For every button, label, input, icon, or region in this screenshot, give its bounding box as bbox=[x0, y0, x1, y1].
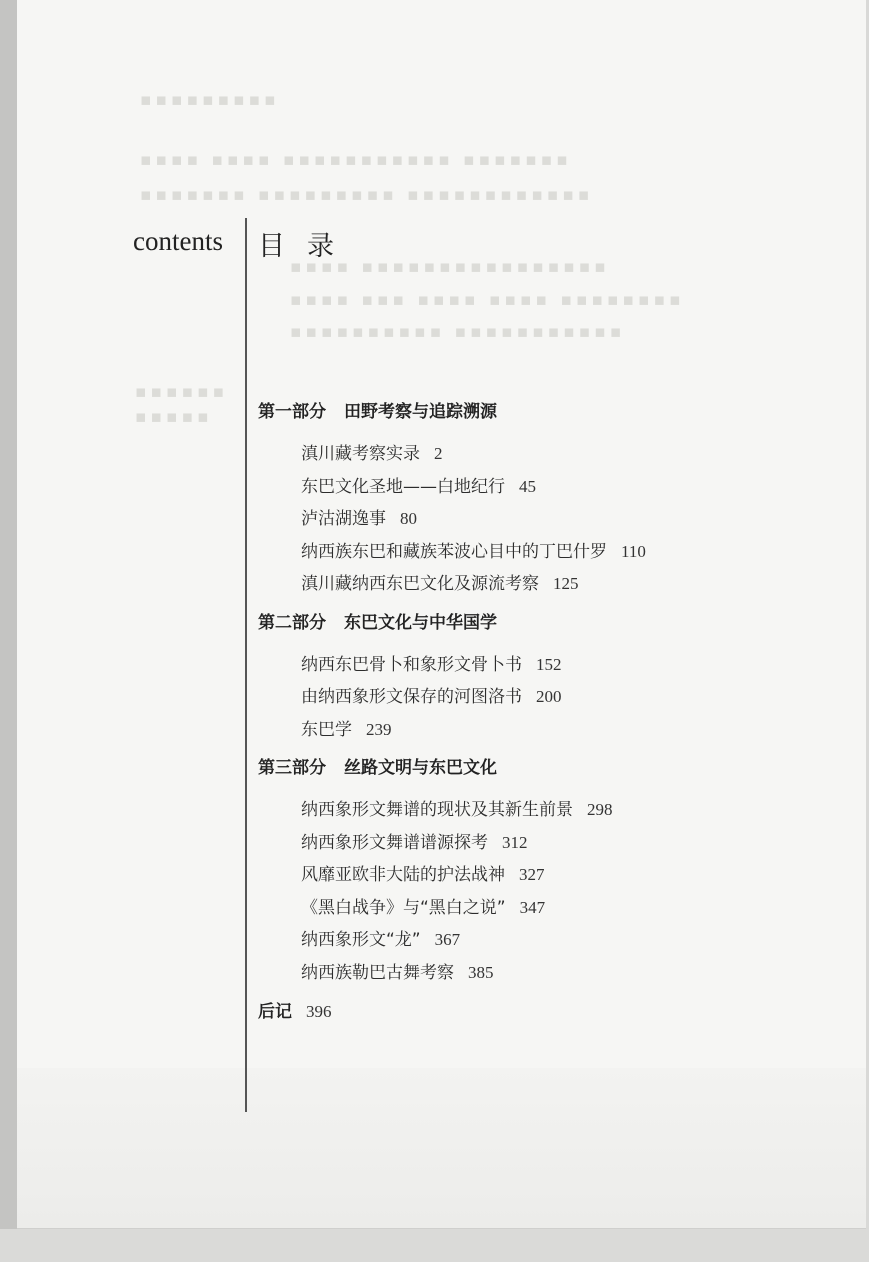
scan-left-margin bbox=[0, 0, 17, 1262]
toc-entry[interactable] bbox=[301, 859, 818, 892]
vertical-rule bbox=[245, 218, 247, 1112]
entry-title: 纳西象形文“龙” bbox=[301, 930, 421, 950]
entry-title: 滇川藏考察实录 bbox=[301, 444, 420, 464]
entry-page: 367 bbox=[434, 930, 461, 949]
entry-title: 泸沽湖逸事 bbox=[301, 509, 386, 529]
entry-title: 风靡亚欧非大陆的护法战神 bbox=[301, 865, 505, 885]
bleed-through-text: ▪▪▪▪ ▪▪▪▪ ▪▪▪▪▪▪▪▪▪▪▪ ▪▪▪▪▪▪▪ bbox=[140, 150, 572, 170]
page-paper-lower-shade bbox=[17, 1068, 866, 1229]
part-number: 第三部分 bbox=[258, 758, 326, 778]
part-title: 丝路文明与东巴文化 bbox=[344, 758, 497, 778]
bleed-through-text: ▪▪▪▪▪ bbox=[135, 407, 213, 427]
bleed-through-text: ▪▪▪▪ ▪▪▪▪▪▪▪▪▪▪▪▪▪▪▪▪ bbox=[290, 257, 610, 277]
entry-page: 125 bbox=[553, 574, 579, 593]
entry-page: 385 bbox=[468, 962, 494, 982]
entry-page: 327 bbox=[519, 865, 545, 884]
part-heading bbox=[258, 609, 818, 649]
contents-heading-en: contents bbox=[133, 226, 223, 256]
entry-title: 由纳西象形文保存的河图洛书 bbox=[301, 687, 522, 707]
entry-title: 纳西象形文舞谱谱源探考 bbox=[301, 832, 488, 853]
entry-title: 滇川藏纳西东巴文化及源流考察 bbox=[301, 574, 539, 594]
entry-page: 347 bbox=[519, 897, 546, 917]
entry-page: 239 bbox=[366, 719, 392, 739]
toc-entry[interactable] bbox=[301, 957, 818, 990]
scan-bottom-margin bbox=[0, 1229, 869, 1262]
entry-page: 2 bbox=[434, 444, 443, 463]
bleed-through-text: ▪▪▪▪▪▪▪ ▪▪▪▪▪▪▪▪▪ ▪▪▪▪▪▪▪▪▪▪▪▪ bbox=[140, 185, 594, 205]
toc-entry[interactable] bbox=[301, 827, 818, 860]
entry-title: 纳西象形文舞谱的现状及其新生前景 bbox=[301, 800, 573, 820]
entry-title: 纳西东巴骨卜和象形文骨卜书 bbox=[301, 654, 522, 675]
entry-page: 80 bbox=[400, 509, 417, 528]
toc-entry[interactable] bbox=[301, 924, 818, 957]
part-heading bbox=[258, 754, 818, 794]
toc-entry[interactable] bbox=[301, 794, 818, 827]
table-of-contents bbox=[258, 398, 818, 1027]
toc-entry[interactable] bbox=[301, 649, 818, 682]
toc-entry[interactable] bbox=[301, 681, 818, 714]
toc-entry[interactable] bbox=[301, 536, 818, 569]
bleed-through-text: ▪▪▪▪▪▪ bbox=[135, 382, 229, 402]
afterword-page: 396 bbox=[306, 1002, 332, 1021]
part-heading bbox=[258, 398, 818, 438]
part-number: 第二部分 bbox=[258, 612, 326, 633]
entry-page: 152 bbox=[536, 654, 562, 674]
afterword-entry[interactable] bbox=[258, 997, 818, 1027]
toc-entry[interactable] bbox=[301, 568, 818, 601]
part-title: 田野考察与追踪溯源 bbox=[344, 402, 497, 422]
toc-entry[interactable] bbox=[301, 438, 818, 471]
entry-page: 110 bbox=[621, 541, 646, 561]
toc-entry[interactable] bbox=[301, 892, 818, 925]
bleed-through-text: ▪▪▪▪▪▪▪▪▪ bbox=[140, 90, 280, 110]
toc-entry[interactable] bbox=[301, 714, 818, 747]
entry-title: 纳西族勒巴古舞考察 bbox=[301, 962, 454, 983]
part-title: 东巴文化与中华国学 bbox=[344, 612, 497, 633]
entry-title: 纳西族东巴和藏族苯波心目中的丁巴什罗 bbox=[301, 541, 607, 562]
entry-page: 312 bbox=[502, 832, 528, 852]
toc-entry[interactable] bbox=[301, 503, 818, 536]
entry-title: 《黑白战争》与“黑白之说” bbox=[301, 897, 506, 918]
toc-entry[interactable] bbox=[301, 471, 818, 504]
entry-page: 200 bbox=[536, 687, 562, 706]
afterword-title: 后记 bbox=[258, 1002, 292, 1022]
entry-page: 45 bbox=[519, 476, 536, 496]
bleed-through-text: ▪▪▪▪▪▪▪▪▪▪ ▪▪▪▪▪▪▪▪▪▪▪ bbox=[290, 322, 626, 342]
part-number: 第一部分 bbox=[258, 402, 326, 422]
entry-page: 298 bbox=[587, 800, 613, 819]
bleed-through-text: ▪▪▪▪ ▪▪▪ ▪▪▪▪ ▪▪▪▪ ▪▪▪▪▪▪▪▪ bbox=[290, 290, 685, 310]
contents-heading-zh: 目录 bbox=[258, 231, 356, 262]
entry-title: 东巴文化圣地——白地纪行 bbox=[301, 476, 505, 497]
entry-title: 东巴学 bbox=[301, 719, 352, 740]
